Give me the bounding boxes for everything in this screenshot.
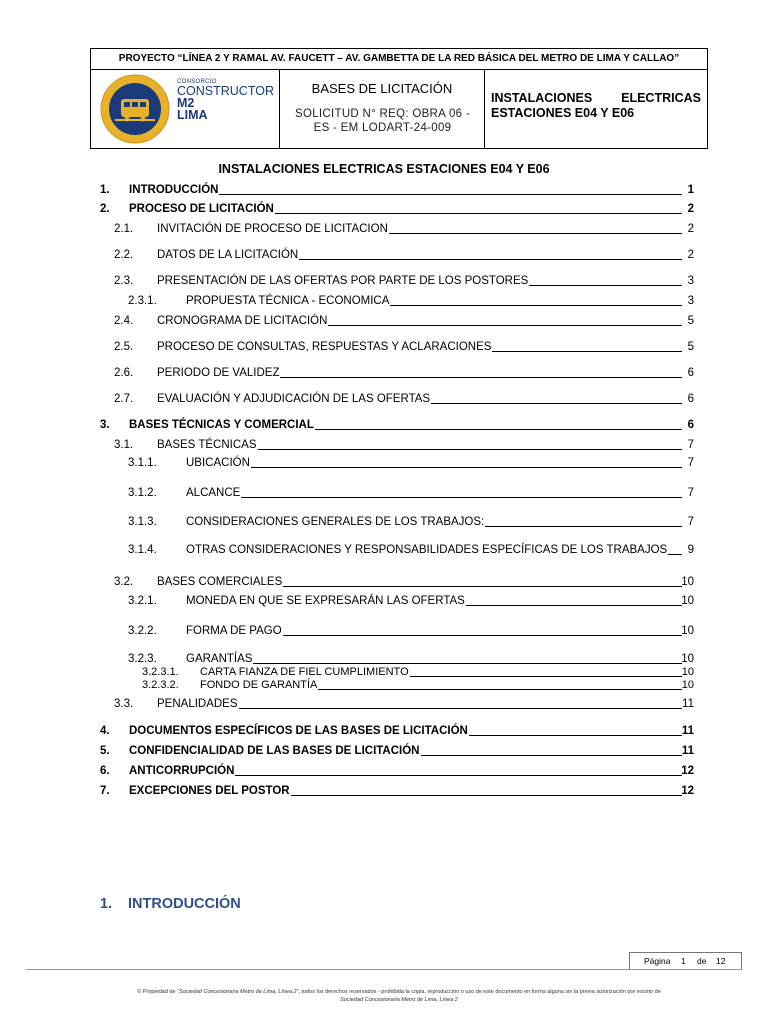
footer-text-2: , todos los derechos reservados - prohibida la copia, reproducción o uso de este documento en forma alguna sin la previa autorización por escrito de: [298, 989, 661, 995]
toc-entry-label: PRESENTACIÓN DE LAS OFERTAS POR PARTE DE LOS POSTORES: [157, 275, 529, 287]
toc-entry-number: 3.1.3.: [128, 516, 157, 528]
toc-entry-number: 3.2.3.1.: [142, 666, 179, 678]
toc-entry[interactable]: [0, 202, 768, 216]
logo-small-text: CONSORCIO: [177, 79, 217, 85]
logo-line3: LIMA: [177, 108, 208, 122]
toc-entry-page: 1: [687, 184, 694, 196]
toc-entry-label: DOCUMENTOS ESPECÍFICOS DE LAS BASES DE LICITACIÓN: [129, 725, 468, 737]
footer-rule: [26, 969, 742, 970]
toc-leader-line: [186, 663, 682, 664]
toc-leader-line: [186, 497, 682, 498]
subject-cell: [485, 69, 707, 148]
toc-entry-number: 3.2.: [114, 576, 134, 588]
toc-entry-number: 3.2.2.: [128, 625, 157, 637]
toc-entry-number: 7.: [100, 785, 110, 797]
toc-entry-page: 6: [687, 393, 694, 405]
toc-entry-page: 3: [687, 275, 694, 287]
toc-entry-label: ANTICORRUPCIÓN: [129, 765, 235, 777]
toc-entry[interactable]: [0, 594, 768, 608]
page-current: 1: [681, 956, 686, 966]
toc-entry-label: CONSIDERACIONES GENERALES DE LOS TRABAJOS:: [186, 516, 485, 528]
toc-entry-page: 6: [687, 367, 694, 379]
toc-entry[interactable]: [0, 652, 768, 666]
toc-entry-label: DATOS DE LA LICITACIÓN: [157, 249, 299, 261]
toc-entry-number: 2.5.: [114, 341, 134, 353]
toc-entry-number: 2.6.: [114, 367, 134, 379]
logo-line1: CONSTRUCTOR: [177, 84, 274, 98]
toc-entry-label: BASES TÉCNICAS Y COMERCIAL: [129, 419, 314, 431]
toc-entry-number: 5.: [100, 745, 110, 757]
toc-entry[interactable]: [0, 665, 768, 679]
toc-entry-label: PROCESO DE LICITACIÓN: [129, 203, 274, 215]
toc-entry-page: 10: [681, 576, 694, 588]
toc-entry-page: 10: [681, 679, 694, 691]
project-title: PROYECTO “LÍNEA 2 Y RAMAL AV. FAUCETT – AV. GAMBETTA DE LA RED BÁSICA DEL METRO DE LIMA Y CALLAO”: [90, 48, 708, 70]
toc-entry[interactable]: [0, 222, 768, 236]
toc-entry-page: 9: [687, 544, 694, 556]
toc-entry-number: 2.3.: [114, 275, 134, 287]
toc-entry-label: EXCEPCIONES DEL POSTOR: [129, 785, 290, 797]
page-label: Página: [644, 956, 671, 966]
page-total: 12: [716, 956, 726, 966]
toc-entry-number: 2.: [100, 203, 110, 215]
toc-entry[interactable]: [0, 248, 768, 262]
toc-entry[interactable]: [0, 418, 768, 432]
toc-entry-label: PROPUESTA TÉCNICA - ECONOMICA: [186, 295, 390, 307]
toc-entry[interactable]: [0, 697, 768, 711]
toc-entry-number: 3.1.1.: [128, 457, 157, 469]
subject-word2: ELECTRICAS: [621, 91, 701, 105]
toc-entry[interactable]: [0, 314, 768, 328]
toc-entry-number: 3.3.: [114, 698, 134, 710]
consortium-seal-icon: [99, 73, 171, 145]
toc-entry-label: GARANTÍAS: [186, 653, 253, 665]
toc-entry[interactable]: [0, 294, 768, 308]
toc-entry[interactable]: [0, 678, 768, 692]
subject-word1: INSTALACIONES: [491, 91, 593, 105]
toc-entry[interactable]: [0, 438, 768, 452]
toc-entry-number: 3.1.2.: [128, 487, 157, 499]
toc-entry-page: 10: [681, 666, 694, 678]
toc-entry[interactable]: [0, 543, 768, 557]
footer-text-1: © Propiedad de: [137, 989, 178, 995]
toc-entry-label: PROCESO DE CONSULTAS, RESPUESTAS Y ACLARACIONES: [157, 341, 492, 353]
toc-entry-number: 2.1.: [114, 223, 134, 235]
toc-entry-page: 2: [687, 203, 694, 215]
toc-entry-label: ALCANCE: [186, 487, 241, 499]
toc-entry-label: FONDO DE GARANTÍA: [200, 679, 318, 691]
toc-entry-number: 3.: [100, 419, 110, 431]
toc-entry[interactable]: [0, 575, 768, 589]
toc-entry-page: 2: [687, 249, 694, 261]
toc-entry-label: CRONOGRAMA DE LICITACIÓN: [157, 315, 328, 327]
toc-entry[interactable]: [0, 624, 768, 638]
toc-entry-number: 2.3.1.: [128, 295, 157, 307]
toc-entry-page: 2: [687, 223, 694, 235]
page-of: de: [697, 956, 707, 966]
toc-entry-page: 7: [687, 439, 694, 451]
toc-entry-label: INVITACIÓN DE PROCESO DE LICITACION: [157, 223, 388, 235]
page-number-box: [629, 952, 742, 970]
toc-entry-page: 7: [687, 516, 694, 528]
toc-entry-number: 4.: [100, 725, 110, 737]
toc-entry-label: PENALIDADES: [157, 698, 238, 710]
toc-entry-page: 11: [681, 745, 694, 757]
bases-title: BASES DE LICITACIÓN: [311, 81, 453, 96]
toc-entry-label: CONFIDENCIALIDAD DE LAS BASES DE LICITACIÓN: [129, 745, 420, 757]
toc-entry-number: 1.: [100, 184, 110, 196]
toc-entry-page: 3: [687, 295, 694, 307]
toc-entry[interactable]: [0, 392, 768, 406]
toc-entry-page: 12: [681, 765, 694, 777]
toc-entry[interactable]: [0, 340, 768, 354]
footer-owner-1: “Sociedad Concesionaria Metro de Lima, Línea 2”: [177, 989, 299, 995]
toc-title: INSTALACIONES ELECTRICAS ESTACIONES E04 Y E06: [218, 162, 550, 176]
toc-entry-page: 11: [681, 725, 694, 737]
toc-entry-page: 10: [681, 595, 694, 607]
solicitud-number: SOLICITUD N° REQ: OBRA 06 - ES - EM LODART-24-009: [294, 108, 470, 134]
toc-entry-page: 11: [682, 698, 694, 710]
toc-entry-page: 7: [687, 457, 694, 469]
toc-entry-number: 3.1.: [114, 439, 134, 451]
toc-entry[interactable]: [0, 486, 768, 500]
toc-entry-number: 2.4.: [114, 315, 134, 327]
toc-entry-page: 6: [687, 419, 694, 431]
logo-line2: M2: [177, 96, 195, 110]
toc-entry-page: 10: [681, 625, 694, 637]
toc-entry-number: 3.2.1.: [128, 595, 157, 607]
toc-entry-number: 6.: [100, 765, 110, 777]
subject-line1: [491, 91, 701, 105]
footer-copyright: [90, 988, 708, 1004]
toc-entry[interactable]: [0, 744, 768, 758]
toc-entry-label: CARTA FIANZA DE FIEL CUMPLIMIENTO: [200, 666, 409, 678]
section-heading: [100, 896, 241, 912]
toc-entry-number: 2.7.: [114, 393, 134, 405]
toc-entry[interactable]: [0, 456, 768, 470]
toc-entry[interactable]: [0, 724, 768, 738]
toc-entry[interactable]: [0, 515, 768, 529]
toc-entry-label: MONEDA EN QUE SE EXPRESARÁN LAS OFERTAS: [186, 595, 465, 607]
toc-entry-number: 3.1.4.: [128, 544, 157, 556]
toc-entry[interactable]: [0, 366, 768, 380]
subject-line2: ESTACIONES E04 Y E06: [491, 106, 635, 120]
toc-entry[interactable]: [0, 784, 768, 798]
document-header: [90, 69, 708, 149]
toc-entry-page: 12: [681, 785, 694, 797]
toc-entry-number: 2.2.: [114, 249, 134, 261]
toc-leader-line: [186, 467, 682, 468]
toc-entry[interactable]: [0, 274, 768, 288]
toc-entry-label: BASES TÉCNICAS: [157, 439, 257, 451]
toc-entry-page: 10: [681, 653, 694, 665]
toc-entry-label: EVALUACIÓN Y ADJUDICACIÓN DE LAS OFERTAS: [157, 393, 431, 405]
toc-entry-label: BASES COMERCIALES: [157, 576, 283, 588]
logo-wordmark: [177, 79, 274, 121]
toc-entry-page: 5: [687, 315, 694, 327]
bases-cell: [280, 69, 485, 148]
toc-entry-label: OTRAS CONSIDERACIONES Y RESPONSABILIDADES ESPECÍFICAS DE LOS TRABAJOS: [186, 544, 668, 556]
section-title: INTRODUCCIÓN: [128, 896, 241, 912]
logo-cell: [91, 69, 280, 148]
toc-entry-label: FORMA DE PAGO: [186, 625, 282, 637]
footer-owner-2: Sociedad Concesionaria Metro de Lima, Línea 2: [340, 997, 458, 1003]
toc-entry-page: 5: [687, 341, 694, 353]
toc-entry-label: PERIODO DE VALIDEZ: [157, 367, 280, 379]
toc-entry-label: INTRODUCCIÓN: [129, 184, 219, 196]
section-number: 1.: [100, 896, 113, 912]
toc-entry[interactable]: [0, 764, 768, 778]
toc-entry-number: 3.2.3.2.: [142, 679, 179, 691]
toc-entry-label: UBICACIÓN: [186, 457, 250, 469]
toc-entry-number: 3.2.3.: [128, 653, 157, 665]
toc-entry-page: 7: [687, 487, 694, 499]
toc-entry[interactable]: [0, 183, 768, 197]
